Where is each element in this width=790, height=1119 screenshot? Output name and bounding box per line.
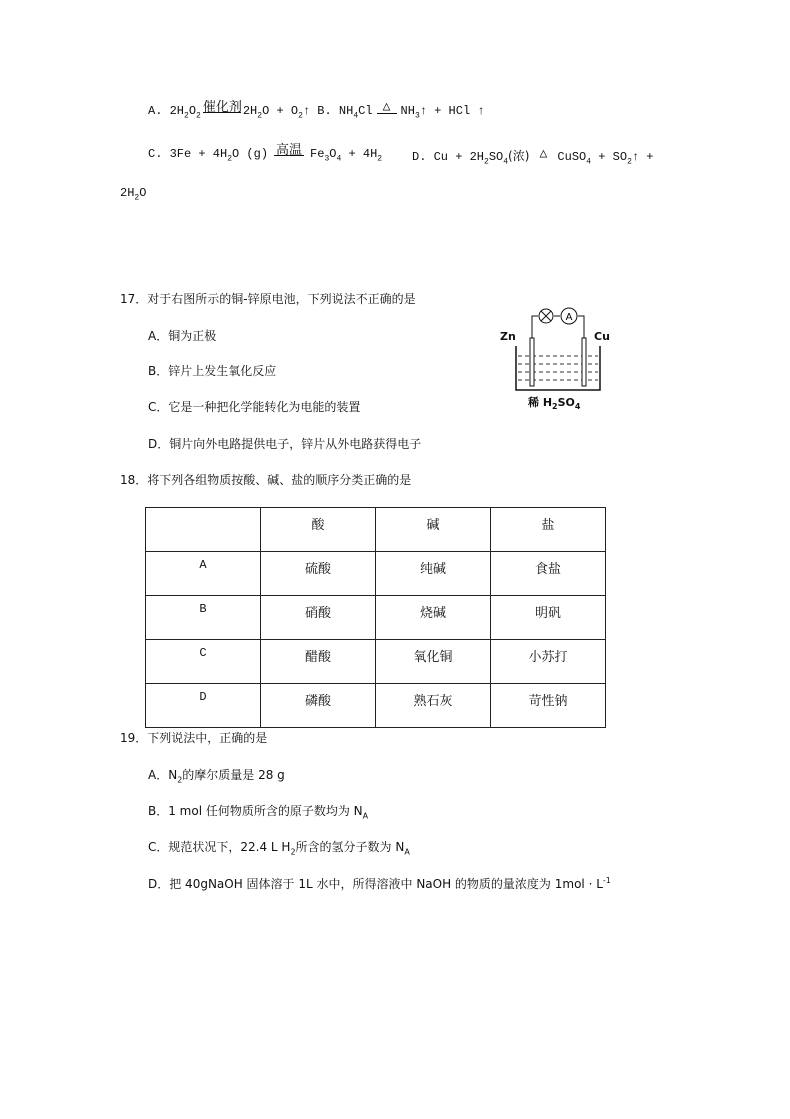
q16-option-d-wrap: $2H_2O$ xyxy=(120,186,147,203)
q16-option-c: C. $3Fe + 4H_2O$ (g) 高温 $Fe_3O_4 + 4H_2$ xyxy=(148,143,383,164)
q19-stem: 19．下列说法中，正确的是 xyxy=(120,731,268,745)
q16-option-a: A. $2H_2O_2$ 催化剂 $2H_2O$ + $O_2↑$ B. $NH_4Cl$ △ $NH_3↑$ + HCl ↑ xyxy=(148,99,485,121)
table-cell: 食盐 xyxy=(491,552,606,596)
high-temp-condition: 高温 xyxy=(276,143,303,158)
q17-stem: 17．对于右图所示的铜-锌原电池，下列说法不正确的是 xyxy=(120,292,416,306)
q17-option-c: C．它是一种把化学能转化为电能的装置 xyxy=(148,400,361,414)
q17-option-b: B．锌片上发生氧化反应 xyxy=(148,364,277,378)
table-cell: 小苏打 xyxy=(491,640,606,684)
q16-option-b: B. NH xyxy=(317,104,354,118)
ammeter-label: A xyxy=(565,312,573,323)
q19-option-c: C．规范状况下，22.4 L $H_2$所含的氢分子数为 $N_A$ xyxy=(148,840,410,857)
table-cell: D xyxy=(146,684,261,728)
table-cell: 苛性钠 xyxy=(491,684,606,728)
copper-electrode xyxy=(582,338,586,386)
catalyst-condition: 催化剂 xyxy=(202,100,242,115)
table-cell: 醋酸 xyxy=(261,640,376,684)
table-cell: 磷酸 xyxy=(261,684,376,728)
table-cell: 硫酸 xyxy=(261,552,376,596)
table-cell: B xyxy=(146,596,261,640)
q19-option-b: B．1 mol 任何物质所含的原子数均为 $N_A$ xyxy=(148,804,369,821)
zn-label: Zn xyxy=(500,330,516,343)
table-row xyxy=(146,640,606,684)
classification-table xyxy=(145,507,606,728)
table-cell: 明矾 xyxy=(491,596,606,640)
table-cell: A xyxy=(146,552,261,596)
q19-option-d: D．把 40gNaOH 固体溶于 1L 水中，所得溶液中 NaOH 的物质的量浓度为 $1mol \cdot L^{-1}$ xyxy=(148,876,611,891)
table-row xyxy=(146,684,606,728)
heat-triangle-icon: △ xyxy=(377,113,397,114)
table-cell: 纯碱 xyxy=(376,552,491,596)
table-header-cell: 酸 xyxy=(261,508,376,552)
zinc-electrode xyxy=(530,338,534,386)
table-row xyxy=(146,596,606,640)
table-cell: 烧碱 xyxy=(376,596,491,640)
table-cell: C xyxy=(146,640,261,684)
galvanic-cell-diagram xyxy=(498,306,618,416)
table-header-cell: 碱 xyxy=(376,508,491,552)
table-cell: 熟石灰 xyxy=(376,684,491,728)
table-cell: 硝酸 xyxy=(261,596,376,640)
cu-label: Cu xyxy=(594,330,610,343)
table-header-cell: 盐 xyxy=(491,508,606,552)
table-header-cell xyxy=(146,508,261,552)
table-row xyxy=(146,552,606,596)
table-header-row xyxy=(146,508,606,552)
table-cell: 氧化铜 xyxy=(376,640,491,684)
q17-option-a: A．铜为正极 xyxy=(148,329,217,343)
q18-stem: 18．将下列各组物质按酸、碱、盐的顺序分类正确的是 xyxy=(120,473,412,487)
solution-label: 稀 $H_2SO_4$ xyxy=(528,396,581,412)
q17-option-d: D．铜片向外电路提供电子，锌片从外电路获得电子 xyxy=(148,437,422,451)
q19-option-a: A．$N_2$的摩尔质量是 28 g xyxy=(148,768,285,785)
q16-option-d: D. $Cu + 2H_2SO_4$(浓) △ CuSO$_4$ + $SO_2↑$ + xyxy=(412,146,654,167)
